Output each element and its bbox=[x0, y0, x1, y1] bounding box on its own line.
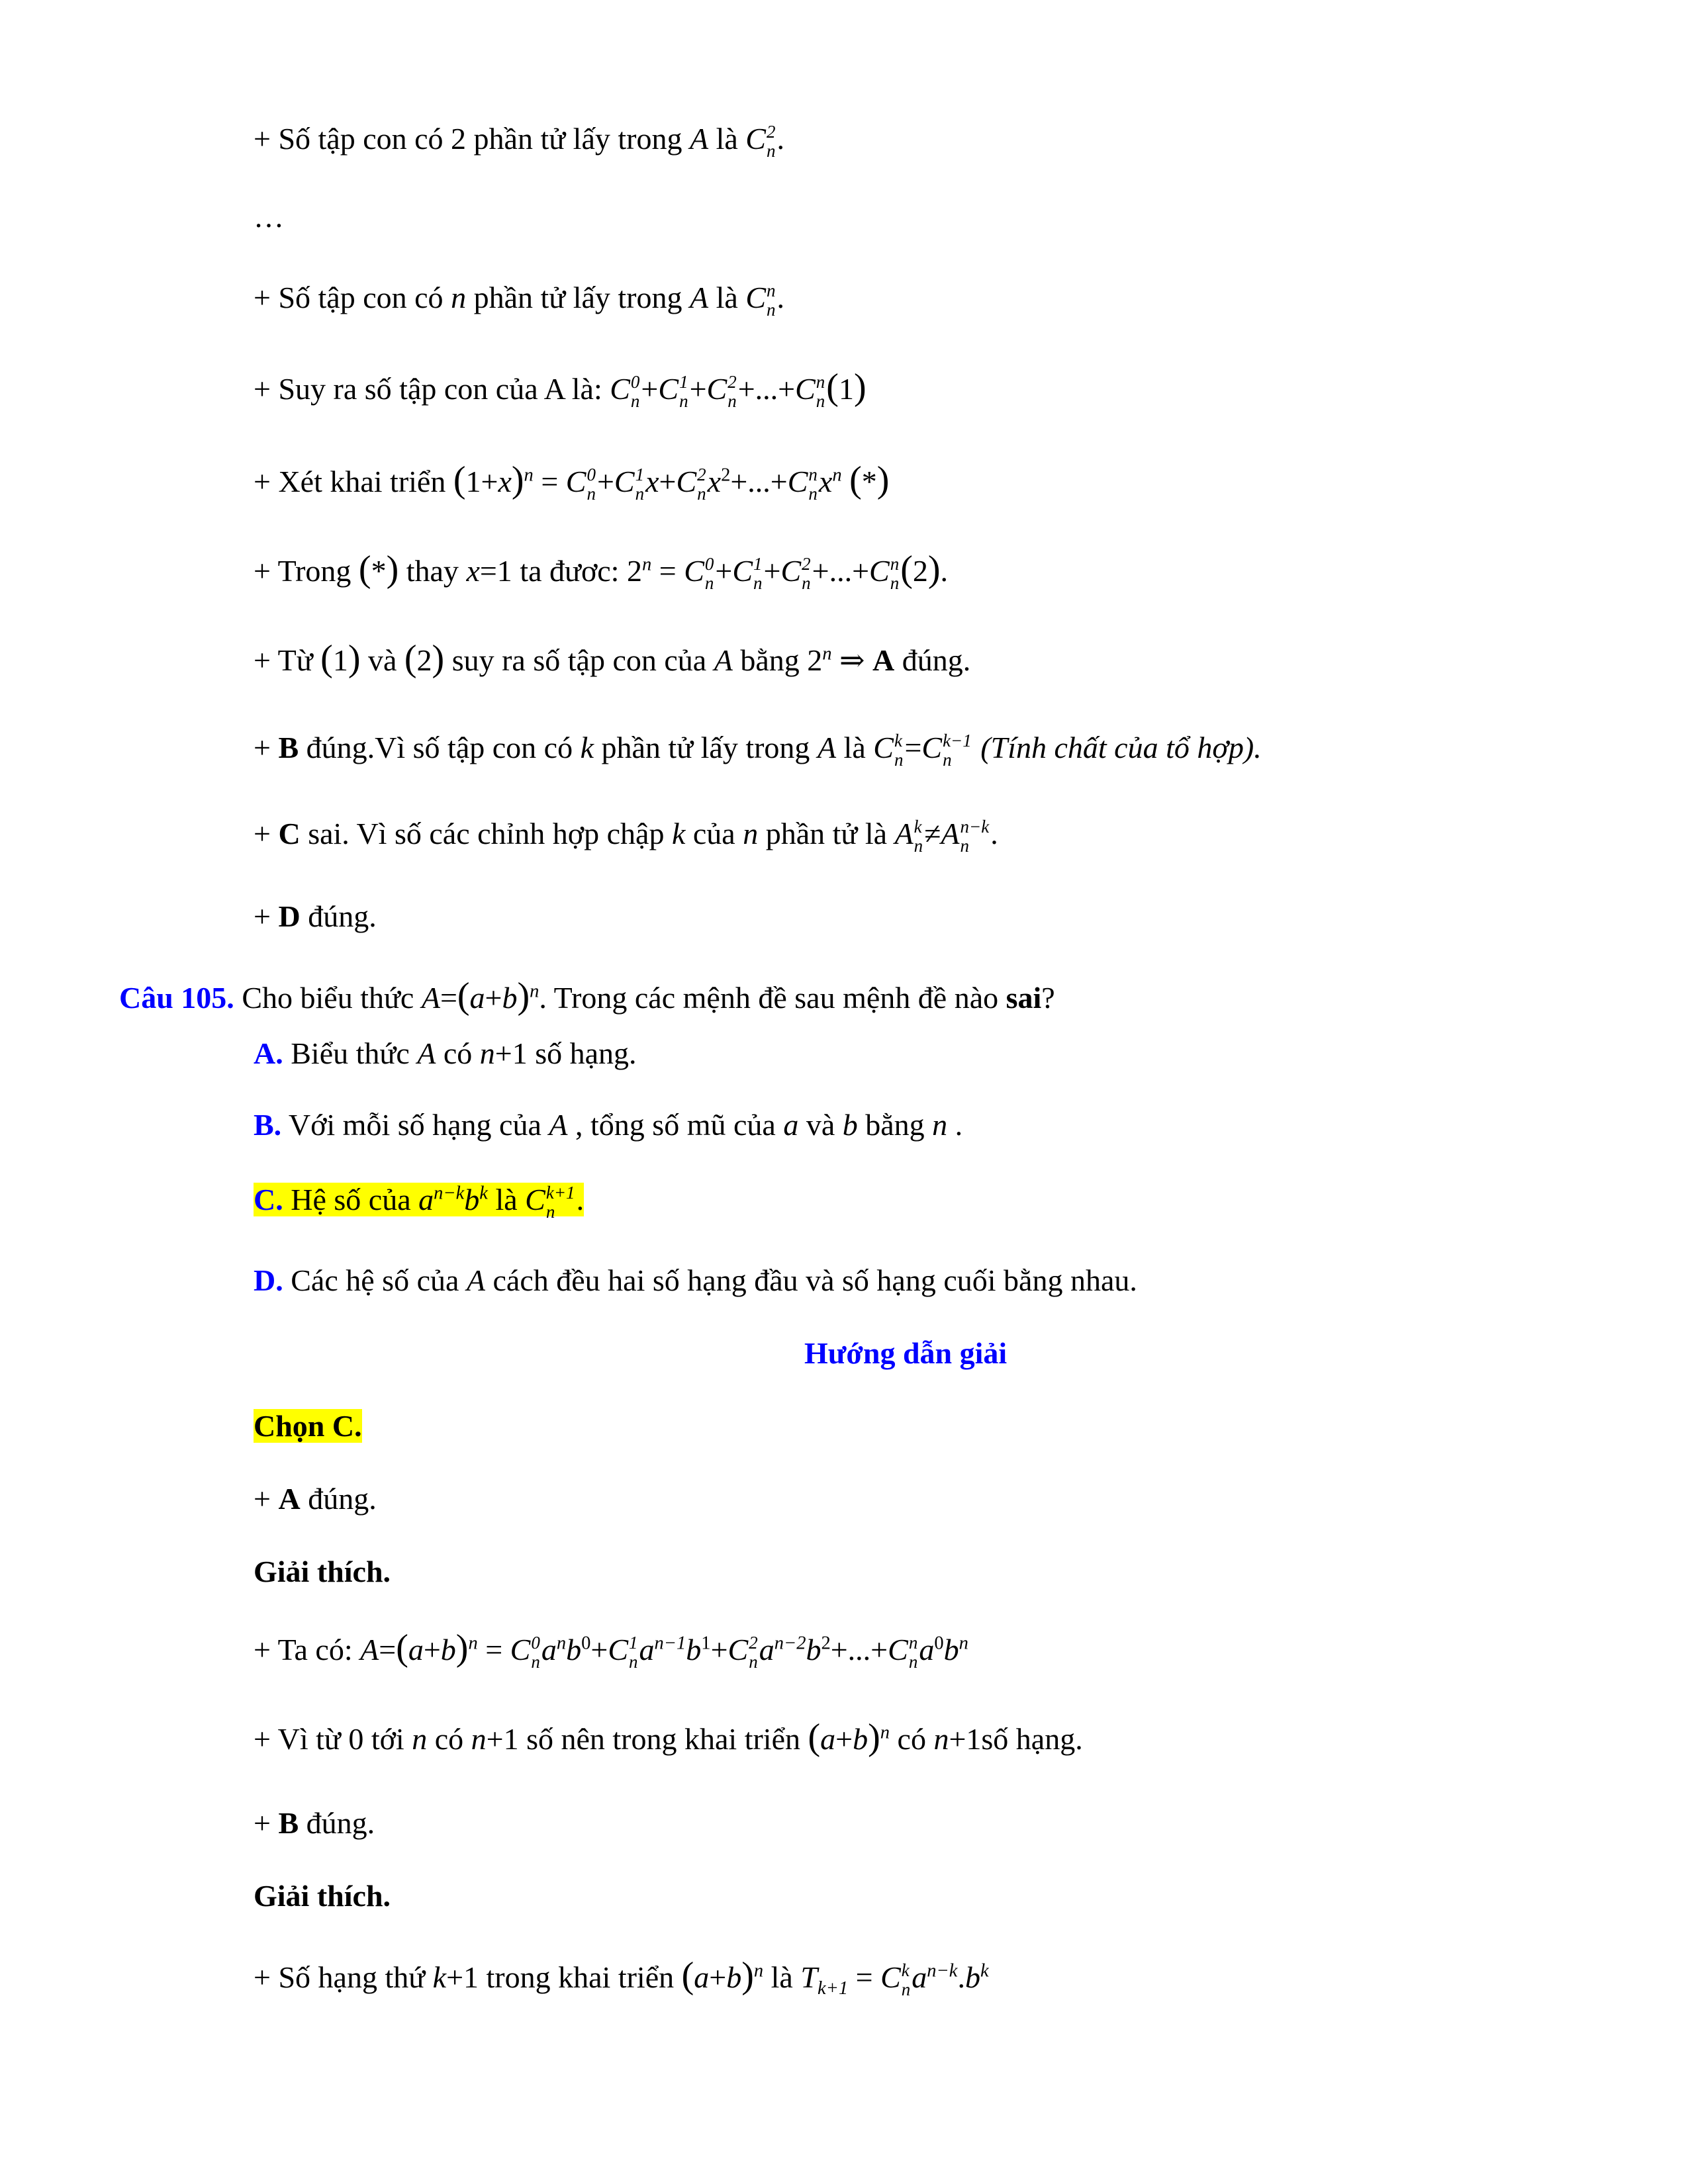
line-substitute-x1: + Trong (*) thay x=1 ta đươc: $2^n = C$ 0 n +C 1 n +C 2 n +...+C n n (2). bbox=[254, 549, 949, 594]
line-conclusion-a: + Từ (1) và (2) suy ra số tập con của A bằng 2$^n$ ⇒ A đúng. bbox=[254, 638, 971, 679]
option-d[interactable]: D. Các hệ số của A cách đều hai số hạng đầu và số hạng cuối bằng nhau. bbox=[254, 1263, 1137, 1297]
subset-sum-label: + Suy ra số tập con của A là: bbox=[254, 372, 602, 406]
question-number: Câu 105. bbox=[119, 981, 234, 1015]
question-prompt-sai: sai bbox=[1006, 981, 1042, 1015]
line-subset-sum: + Suy ra số tập con của A là: C 0 n +C 1 n +C 2 n +...+C n n (1) bbox=[254, 367, 867, 412]
ta-duoc-label: ta đươc: bbox=[520, 554, 620, 588]
d-dung-label: đúng. bbox=[308, 899, 377, 933]
line-ta-co: + Ta có: $A=(a+b)^n = C$ 0 n $a^nb^0+C$ 1 n $a^{n-1}b^1+C$ 2 n $a^{n-2}b^2+...+C$ n n $a^0b^n$ bbox=[254, 1627, 968, 1672]
line-statement-d: + D đúng. bbox=[254, 899, 377, 933]
option-a-label: A. bbox=[254, 1036, 283, 1070]
chosen-answer bbox=[254, 1406, 362, 1446]
line-general-term: + Số hạng thứ k+1 trong khai triển $(a+b)^n$ là $T_{k+1} = C$ k n $a^{n-k}.b^k$ bbox=[254, 1955, 989, 2000]
solution-a-correct: + A đúng. bbox=[254, 1482, 377, 1516]
option-c[interactable] bbox=[254, 1180, 584, 1221]
line-binomial-expansion: + Xét khai triển $(1+x)^n = C$ 0 n +C 1 n x+C 2 n $x^2+...+C$ n n $x^n$ (*) bbox=[254, 459, 890, 504]
explanation-heading-1: Giải thích. bbox=[254, 1555, 391, 1588]
dung-label: đúng. bbox=[902, 643, 971, 677]
thay-label: thay bbox=[406, 554, 459, 588]
ta-co-label: + Ta có: bbox=[254, 1633, 353, 1666]
solution-a-text: đúng. bbox=[308, 1482, 377, 1516]
solution-a-bold: A bbox=[278, 1482, 301, 1516]
explanation-heading-2: Giải thích. bbox=[254, 1879, 391, 1913]
solution-b-text: đúng. bbox=[306, 1806, 375, 1840]
answer-a-bold: A bbox=[872, 643, 895, 677]
answer-c-bold: C bbox=[278, 817, 301, 850]
line-n-element-subsets: + Số tập con có n phần tử lấy trong A là C n n . bbox=[254, 281, 784, 320]
option-d-label: D. bbox=[254, 1263, 283, 1297]
solution-b-correct: + B đúng. bbox=[254, 1806, 375, 1840]
option-a[interactable]: A. Biểu thức A có n+1 số hạng. bbox=[254, 1036, 637, 1070]
question-prompt-b: . Trong các mệnh đề sau mệnh đề nào bbox=[539, 981, 999, 1015]
option-c-highlight: C. Hệ số của $a^{n-k}b^k$ là C k+1 n . bbox=[254, 1183, 585, 1222]
trong-label: + Trong bbox=[254, 554, 352, 588]
ellipsis: … bbox=[254, 200, 284, 234]
general-term-la: là bbox=[771, 1960, 793, 1994]
line-vi-tu: + Vì từ 0 tới n có n+1 số nên trong khai triển $(a+b)^n$ có n+1số hạng. bbox=[254, 1717, 1083, 1758]
answer-d-bold: D bbox=[278, 899, 301, 933]
combination-property-note: (Tính chất của tổ hợp). bbox=[980, 731, 1262, 764]
line-2-element-subsets: + Số tập con có 2 phần tử lấy trong A là C 2 n . bbox=[254, 122, 784, 161]
line-statement-c: + C sai. Vì số các chỉnh hợp chập k của n phần tử là A k n ≠A n−k n . bbox=[254, 817, 998, 856]
option-b[interactable]: B. Với mỗi số hạng của A , tổng số mũ của a và b bằng n . bbox=[254, 1108, 963, 1142]
option-c-label: C. bbox=[254, 1183, 283, 1216]
question-prompt-a: Cho biểu thức bbox=[242, 981, 414, 1015]
solution-heading: Hướng dẫn giải bbox=[804, 1336, 1008, 1370]
solution-b-bold: B bbox=[278, 1806, 299, 1840]
answer-b-bold: B bbox=[278, 731, 299, 764]
chosen-answer-text: Chọn C. bbox=[254, 1409, 362, 1443]
question-mark: ? bbox=[1041, 981, 1055, 1015]
expansion-label: + Xét khai triển bbox=[254, 465, 446, 498]
line-statement-b: + B đúng.Vì số tập con có k phần tử lấy trong A là C k n =C k−1 n (Tính chất của tổ hợp). bbox=[254, 731, 1262, 770]
question-105: Câu 105. Cho biểu thức $A=(a+b)^n$. Trong các mệnh đề sau mệnh đề nào sai? bbox=[119, 976, 1055, 1017]
option-b-label: B. bbox=[254, 1108, 282, 1142]
